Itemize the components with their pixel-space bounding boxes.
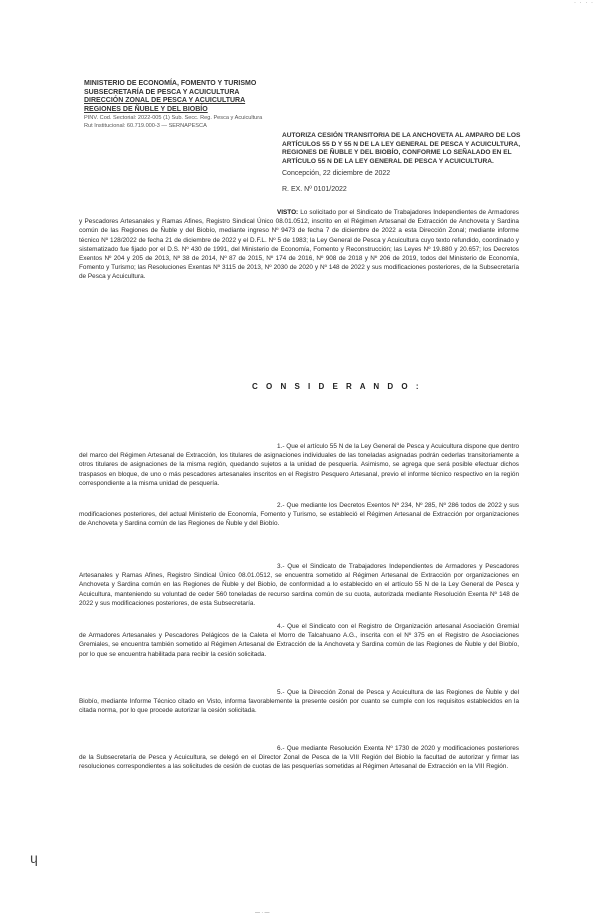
header-subsecretaria: SUBSECRETARÍA DE PESCA Y ACUICULTURA bbox=[84, 88, 240, 96]
considerando-3 bbox=[79, 562, 519, 608]
resolution-title: AUTORIZA CESIÓN TRANSITORIA DE LA ANCHOVETA AL AMPARO DE LOS ARTÍCULOS 55 D Y 55 N DE LA LEY GENERAL DE PESCA Y ACUICULTURA, REGIONES DE ÑUBLE Y DEL BIOBÍO, CONFORME LO SEÑALADO EN EL ARTÍCULO 55 N DE LA LEY GENERAL DE PESCA Y ACUICULTURA. bbox=[282, 132, 521, 165]
considerando-4-text: 4.- Que el Sindicato con el Registro de Organización artesanal Asociación Gremial de Armadores Artesanales y Pescadores Pelágicos de la Caleta el Morro de Talcahuano A.G., inscrita con el Nº 375 en el Registro de Asociaciones Gremiales, se encuentra también sometido al Régimen Artesanal de Extracción de la Anchoveta y Sardina común de las Regiones de Ñuble y del Biobío, por lo que se encuentra habilitada para recibir la cesión solicitada. bbox=[79, 623, 519, 658]
considerando-2-text: 2.- Que mediante los Decretos Exentos Nº 234, Nº 285, Nº 286 todos de 2022 y sus modificaciones posteriores, del actual Ministerio de Economía, Fomento y Turismo, se estableció el Régimen Artesanal de Extracción por organizaciones de Anchoveta y Sardina común de las Regiones de Ñuble y del Biobío. bbox=[79, 502, 519, 528]
considerando-5 bbox=[79, 688, 519, 716]
considerando-4 bbox=[79, 622, 519, 659]
handwritten-margin-mark: ɥ bbox=[30, 850, 38, 866]
considerando-1 bbox=[79, 442, 519, 488]
considerando-2 bbox=[79, 501, 519, 529]
visto-text: Lo solicitado por el Sindicato de Trabajadores Independientes de Armadores y Pescadores Artesanales y Ramas Afines, Registro Sindical Único 08.01.0512, inscrito en el Régimen Artesanal de Extracción de Anchoveta y Sardina común de las Regiones de Ñuble y del Biobío, mediante ingreso Nº 9473 de fecha 7 de diciembre de 2022 a esta Dirección Zonal; mediante informe técnico Nº 128/2022 de fecha 21 de diciembre de 2022 y el D.F.L. Nº 5 de 1983; la Ley General de Pesca y Acuicultura cuyo texto refundido, coordinado y sistematizado fue fijado por el D.S. Nº 430 de 1991, del Ministerio de Economía, Fomento y Reconstrucción; las Leyes Nº 19.880 y 20.657; los Decretos Exentos Nº 204 y 205 de 2013, Nº 38 de 2014, Nº 87 de 2015, Nº 174 de 2016, Nº 908 de 2018 y Nº 206 de 2019, todos del Ministerio de Economía, Fomento y Turismo; las Resoluciones Exentas Nº 3115 de 2013, Nº 2030 de 2020 y Nº 148 de 2022 y sus modificaciones posteriores, de la Subsecretaría de Pesca y Acuicultura. bbox=[79, 209, 519, 281]
institution-header bbox=[84, 80, 324, 130]
considerando-6-text: 6.- Que mediante Resolución Exenta Nº 1730 de 2020 y modificaciones posteriores de la Subsecretaría de Pesca y Acuicultura, se delegó en el Director Zonal de Pesca de la VIII Región del Biobío la facultad de autorizar y firmar las resoluciones correspondientes a las solicitudes de cesión de cuotas de las pesquerías sometidas al Régimen Artesanal de Extracción en la VIII Región. bbox=[79, 745, 519, 771]
considerando-3-text: 3.- Que el Sindicato de Trabajadores Independientes de Armadores y Pescadores Artesanales y Ramas Afines, Registro Sindical Único 08.01.0512, se encuentra sometido al Régimen Artesanal de Extracción por organizaciones en Anchoveta y Sardina común en las Regiones de Ñuble y del Biobío, de conformidad a lo establecido en el artículo 55 N de la Ley General de Pesca y Acuicultura, manteniendo su voluntad de ceder 560 toneladas de recurso sardina común de su cuota, autorizada mediante Resolución Exenta Nº 148 de 2022 y sus modificaciones posteriores, de esta Subsecretaría. bbox=[79, 563, 519, 607]
header-ref-1: PINV. Cod. Sectorial: 2022-005 (1) Sub. Secc. Reg. Pesca y Acuicultura bbox=[84, 115, 263, 122]
considerando-6 bbox=[79, 744, 519, 772]
header-regiones: REGIONES DE ÑUBLE Y DEL BIOBÍO bbox=[84, 105, 208, 113]
considerando-5-text: 5.- Que la Dirección Zonal de Pesca y Acuicultura de las Regiones de Ñuble y del Biobío, mediante Informe Técnico citado en Visto, informa favorablemente la presente cesión por cuanto se cumple con los requisitos establecidos en la citada norma, por lo que procede autorizar la cesión solicitada. bbox=[79, 689, 519, 715]
header-ref-2: Rut Institucional: 60.719.000-3 — SERNAPESCA bbox=[84, 122, 207, 129]
header-direccion: DIRECCIÓN ZONAL DE PESCA Y ACUICULTURA bbox=[84, 97, 246, 105]
visto-paragraph bbox=[79, 208, 519, 282]
footer-mark: — · — bbox=[255, 910, 270, 916]
resolution-date: Concepción, 22 diciembre de 2022 bbox=[282, 170, 391, 177]
visto-label: VISTO: bbox=[277, 209, 299, 216]
header-ministry: MINISTERIO DE ECONOMÍA, FOMENTO Y TURISMO bbox=[84, 80, 257, 87]
corner-mark: · · · · bbox=[574, 0, 594, 6]
resolution-number: R. EX. Nº 0101/2022 bbox=[282, 186, 347, 193]
considerando-heading: C O N S I D E R A N D O : bbox=[252, 382, 422, 391]
considerando-1-text: 1.- Que el artículo 55 N de la Ley General de Pesca y Acuicultura dispone que dentro del marco del Régimen Artesanal de Extracción, los titulares de asignaciones individuales de las toneladas asignadas podrán cederlas transitoriamente a otros titulares de asignaciones de la misma región, quedando sujetos a la unidad de pesquería. Asimismo, se agrega que será posible efectuar dichos traspasos en bloque, de uno o más pescadores artesanales inscritos en el Registro Pesquero Artesanal, previo el informe técnico respectivo en la región correspondiente a la misma unidad de pesquería. bbox=[79, 443, 519, 487]
